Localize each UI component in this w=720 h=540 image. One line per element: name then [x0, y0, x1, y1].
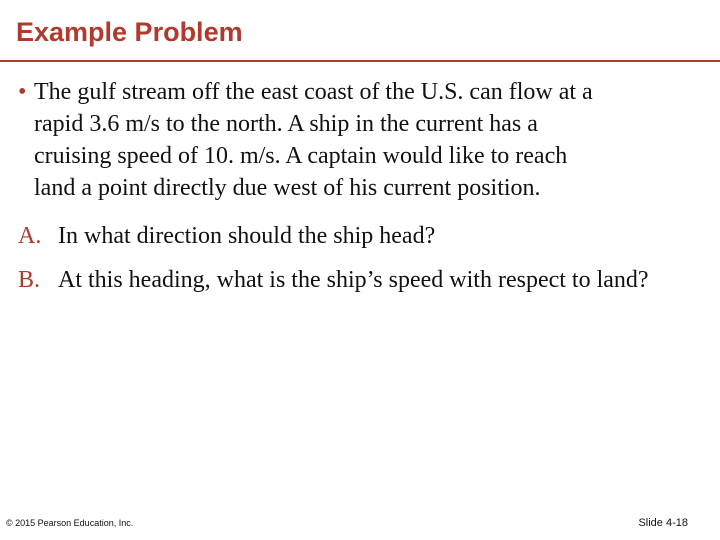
title-divider	[0, 60, 720, 62]
slide-title: Example Problem	[16, 17, 243, 47]
question-b-text: At this heading, what is the ship’s speed with respect to land?	[58, 267, 649, 293]
question-b-marker: B.	[18, 267, 41, 293]
question-a-marker: A.	[18, 223, 42, 249]
bullet-marker: •	[18, 79, 27, 105]
problem-text: The gulf stream off the east coast of the U.S. can flow at a rapid 3.6 m/s to the north. A ship in the current has a cruising speed of 10. m/s. A captain would like to reach land a point directly due west of his current position.	[34, 79, 593, 201]
problem-statement	[18, 76, 708, 204]
question-a	[18, 220, 698, 252]
copyright-notice: © 2015 Pearson Education, Inc.	[6, 518, 134, 528]
slide-number: Slide 4-18	[638, 517, 688, 529]
question-b	[18, 264, 698, 296]
question-a-text: In what direction should the ship head?	[58, 223, 436, 249]
